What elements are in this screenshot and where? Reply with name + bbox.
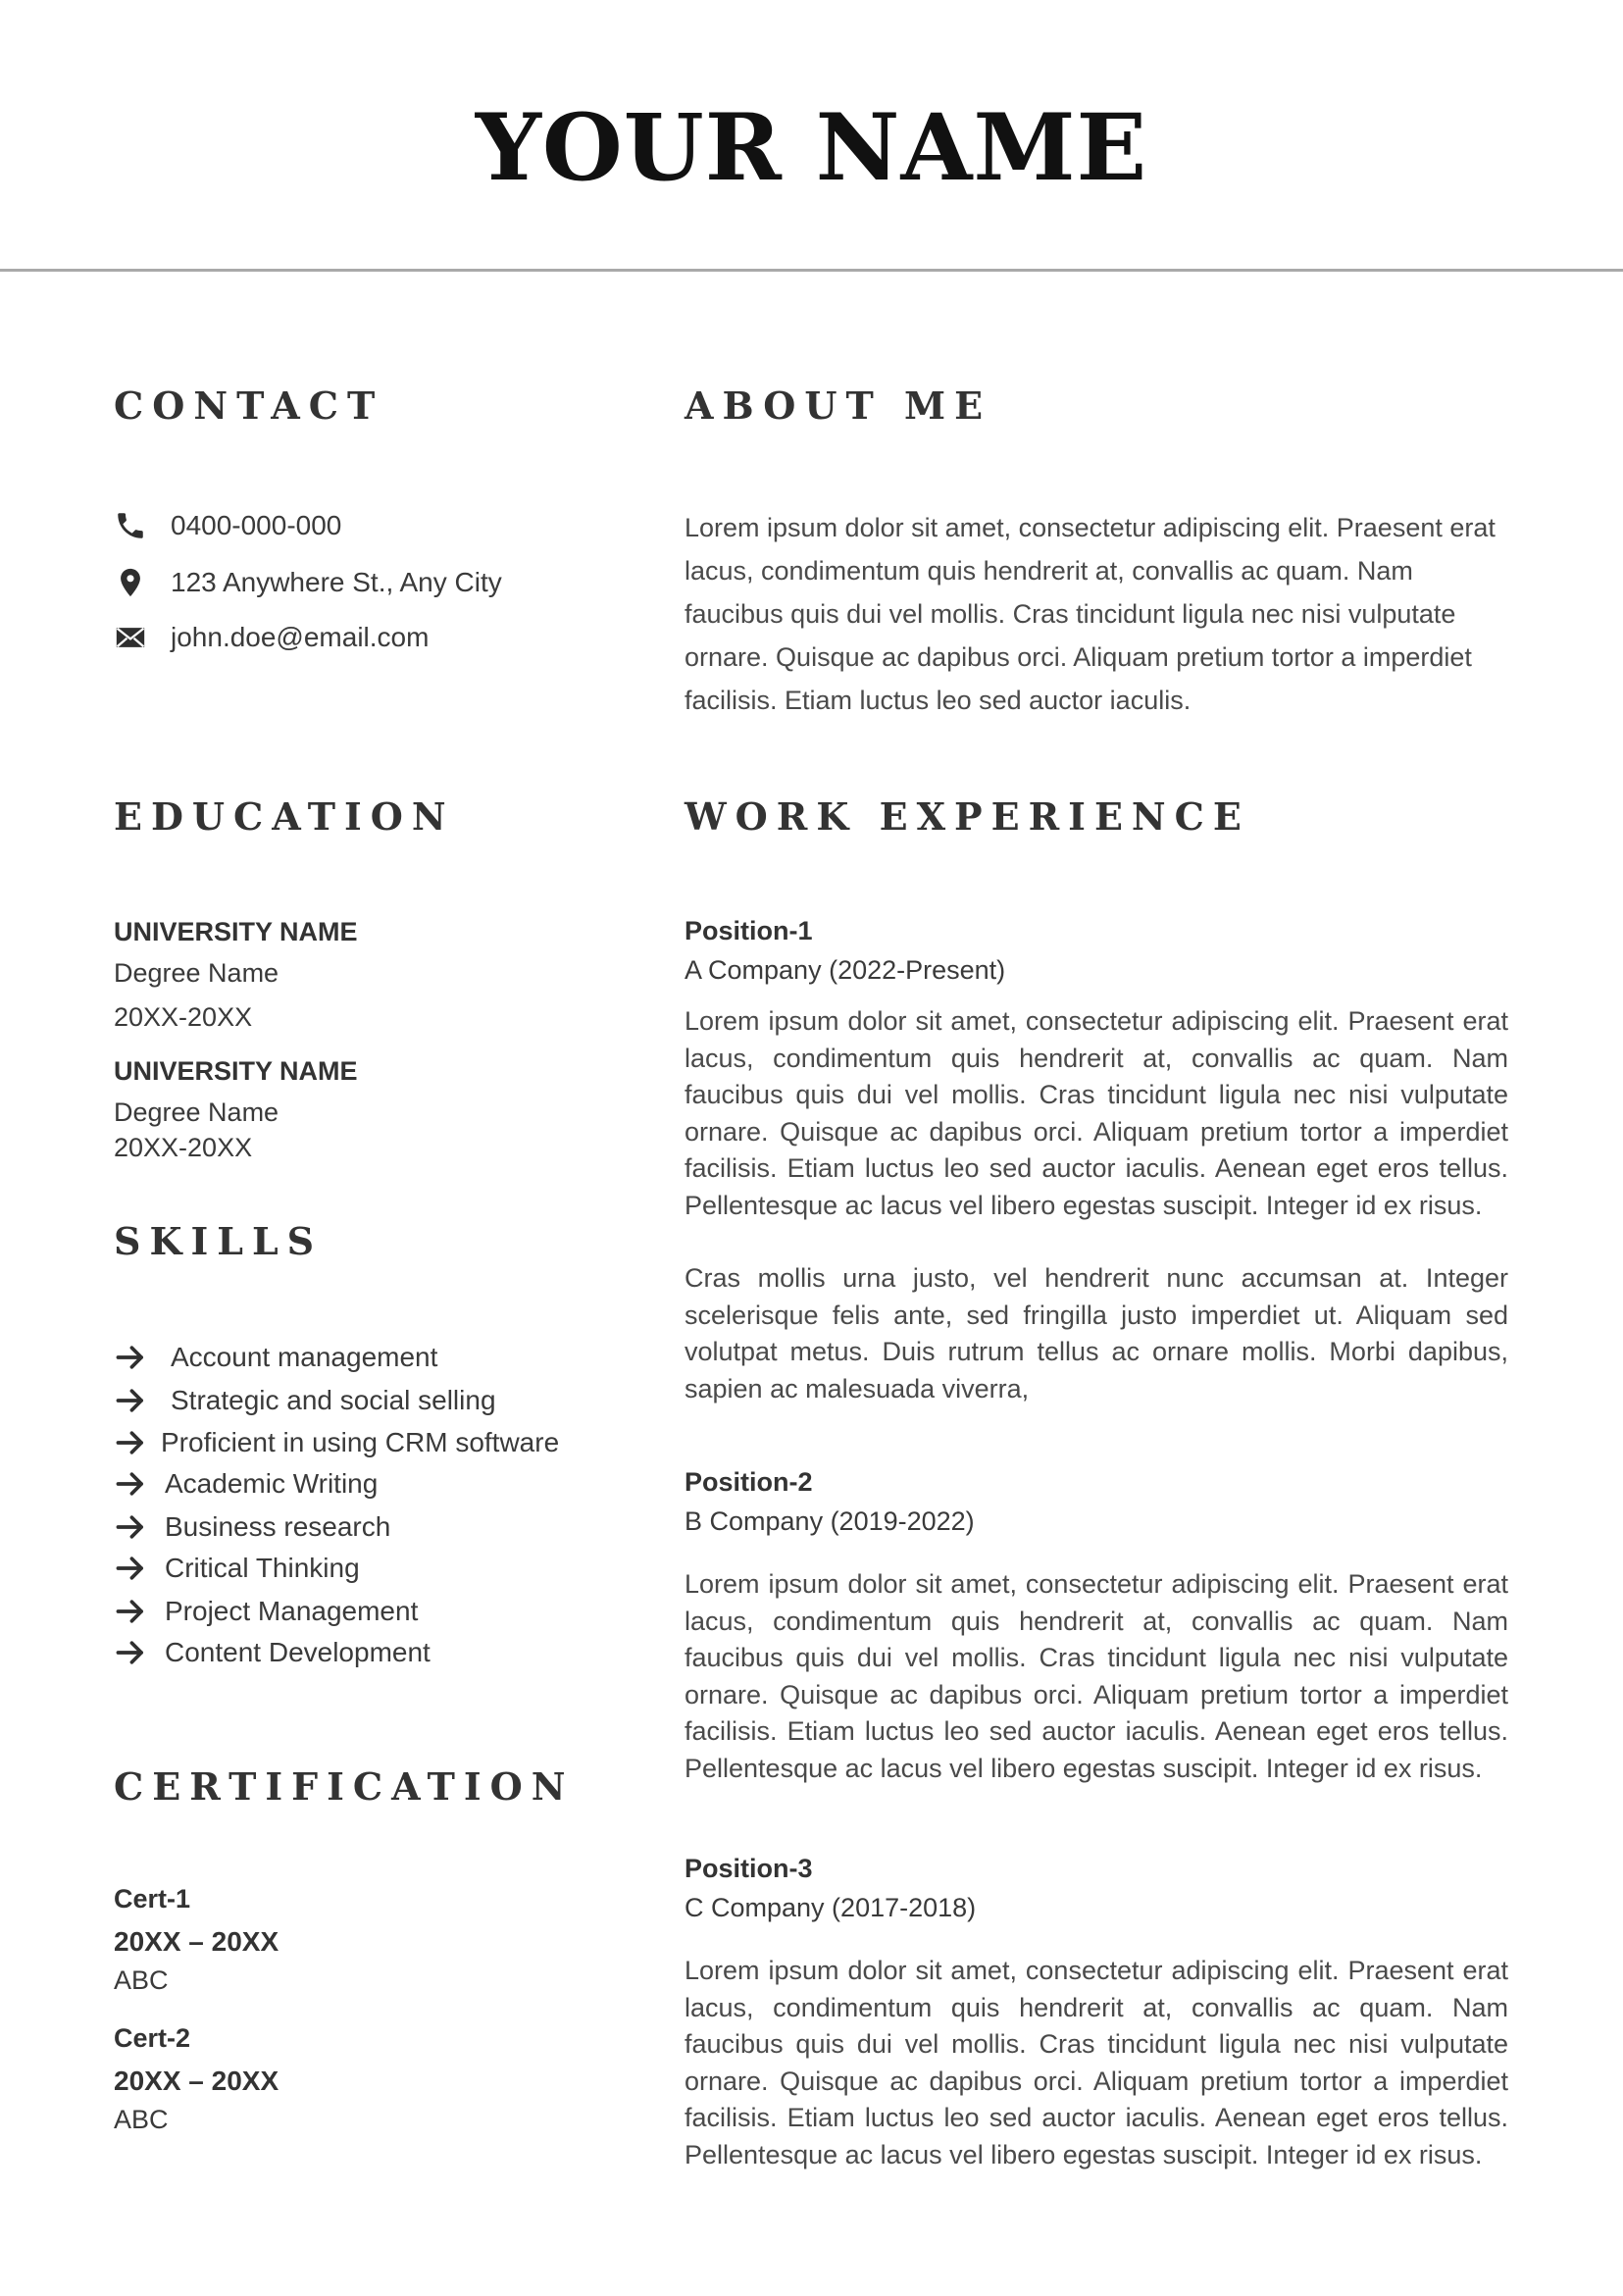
cert-title: Cert-2 xyxy=(114,2023,191,2053)
arrow-right-icon xyxy=(114,1598,147,1625)
position-title: Position-1 xyxy=(685,916,813,945)
skill-label: Business research xyxy=(165,1511,391,1542)
arrow-right-icon xyxy=(114,1470,147,1498)
skill-item xyxy=(114,1423,559,1462)
skill-label: Strategic and social selling xyxy=(171,1385,496,1415)
work-heading: WORK EXPERIENCE xyxy=(685,794,1250,839)
position-company: B Company (2019-2022) xyxy=(685,1506,975,1536)
cert-title: Cert-1 xyxy=(114,1884,191,1913)
education-item xyxy=(114,917,358,947)
position-description: Lorem ipsum dolor sit amet, consectetur adipiscing elit. Praesent erat lacus, condimentum quis hendrerit at, convallis ac quam. Nam faucibus quis dui vel mollis. Cras tincidunt ligula nec nisi vulputate ornare. Quisque ac dapibus orci. Aliquam pretium tortor a imperdiet facilisis. Etiam luctus leo sed auctor iaculis. Aenean eget eros tellus. Pellentesque ac lacus vel libero egestas suscipit. Integer id ex risus. xyxy=(685,1956,1508,2169)
education-degree: Degree Name xyxy=(114,1097,279,1127)
position-description: Cras mollis urna justo, vel hendrerit nunc accumsan at. Integer scelerisque felis ante, sed fringilla justo imperdiet ut. Aliquam sed volutpat metus. Duis rutrum tellus ac ornare mollis. Morbi dapibus, sapien ac malesuada viverra, xyxy=(685,1263,1508,1403)
education-years: 20XX-20XX xyxy=(114,1133,253,1162)
contact-email: john.doe@email.com xyxy=(171,622,430,652)
about-heading: ABOUT ME xyxy=(685,383,992,428)
about-text: Lorem ipsum dolor sit amet, consectetur adipiscing elit. Praesent erat lacus, condimentum quis hendrerit at, convallis ac quam. Nam faucibus quis dui vel mollis. Cras tincidunt ligula nec nisi vulputate ornare. Quisque ac dapibus orci. Aliquam pretium tortor a imperdiet facilisis. Etiam luctus leo sed auctor iaculis. xyxy=(685,513,1496,715)
phone-icon xyxy=(114,509,147,542)
cert-dates: 20XX – 20XX xyxy=(114,1926,279,1957)
contact-address: 123 Anywhere St., Any City xyxy=(171,567,502,597)
resume-name: YOUR NAME xyxy=(475,94,1148,202)
skill-label: Proficient in using CRM software xyxy=(161,1427,560,1457)
contact-address-row xyxy=(114,561,502,604)
education-heading: EDUCATION xyxy=(114,794,455,839)
arrow-right-icon xyxy=(114,1429,147,1456)
education-years: 20XX-20XX xyxy=(114,1002,253,1032)
contact-email-row xyxy=(114,616,429,659)
arrow-right-icon xyxy=(114,1513,147,1541)
education-university: UNIVERSITY NAME xyxy=(114,917,358,946)
location-icon xyxy=(114,566,147,599)
skill-label: Account management xyxy=(171,1342,438,1372)
education-degree: Degree Name xyxy=(114,958,279,988)
certification-heading: CERTIFICATION xyxy=(114,1764,575,1809)
skill-label: Project Management xyxy=(165,1596,419,1626)
position-description: Lorem ipsum dolor sit amet, consectetur adipiscing elit. Praesent erat lacus, condimentum quis hendrerit at, convallis ac quam. Nam faucibus quis dui vel mollis. Cras tincidunt ligula nec nisi vulputate ornare. Quisque ac dapibus orci. Aliquam pretium tortor a imperdiet facilisis. Etiam luctus leo sed auctor iaculis. Aenean eget eros tellus. Pellentesque ac lacus vel libero egestas suscipit. Integer id ex risus. xyxy=(685,1569,1508,1783)
position-company: C Company (2017-2018) xyxy=(685,1893,977,1922)
skill-item xyxy=(114,1549,360,1588)
contact-phone-row xyxy=(114,504,341,547)
position-title: Position-3 xyxy=(685,1854,813,1883)
skill-item xyxy=(114,1381,496,1420)
contact-heading: CONTACT xyxy=(114,383,384,428)
arrow-right-icon xyxy=(114,1387,147,1414)
header-divider xyxy=(0,269,1623,272)
arrow-right-icon xyxy=(114,1344,147,1371)
contact-phone: 0400-000-000 xyxy=(171,510,342,540)
skill-label: Critical Thinking xyxy=(165,1553,360,1583)
position-title: Position-2 xyxy=(685,1467,813,1497)
education-university: UNIVERSITY NAME xyxy=(114,1056,358,1086)
cert-issuer: ABC xyxy=(114,1965,169,1995)
skill-label: Content Development xyxy=(165,1637,431,1667)
skill-item xyxy=(114,1464,378,1504)
skills-heading: SKILLS xyxy=(114,1219,324,1263)
arrow-right-icon xyxy=(114,1555,147,1582)
skill-label: Academic Writing xyxy=(165,1468,379,1499)
position-description: Lorem ipsum dolor sit amet, consectetur adipiscing elit. Praesent erat lacus, condimentum quis hendrerit at, convallis ac quam. Nam faucibus quis dui vel mollis. Cras tincidunt ligula nec nisi vulputate ornare. Quisque ac dapibus orci. Aliquam pretium tortor a imperdiet facilisis. Etiam luctus leo sed auctor iaculis. Aenean eget eros tellus. Pellentesque ac lacus vel libero egestas suscipit. Integer id ex risus. xyxy=(685,1006,1508,1220)
skill-item xyxy=(114,1592,418,1631)
skill-item xyxy=(114,1338,437,1377)
position-company: A Company (2022-Present) xyxy=(685,955,1006,985)
skill-item xyxy=(114,1507,390,1547)
email-icon xyxy=(114,621,147,654)
skill-item xyxy=(114,1633,431,1672)
education-item xyxy=(114,1056,358,1087)
cert-issuer: ABC xyxy=(114,2105,169,2134)
arrow-right-icon xyxy=(114,1639,147,1666)
cert-dates: 20XX – 20XX xyxy=(114,2066,279,2096)
